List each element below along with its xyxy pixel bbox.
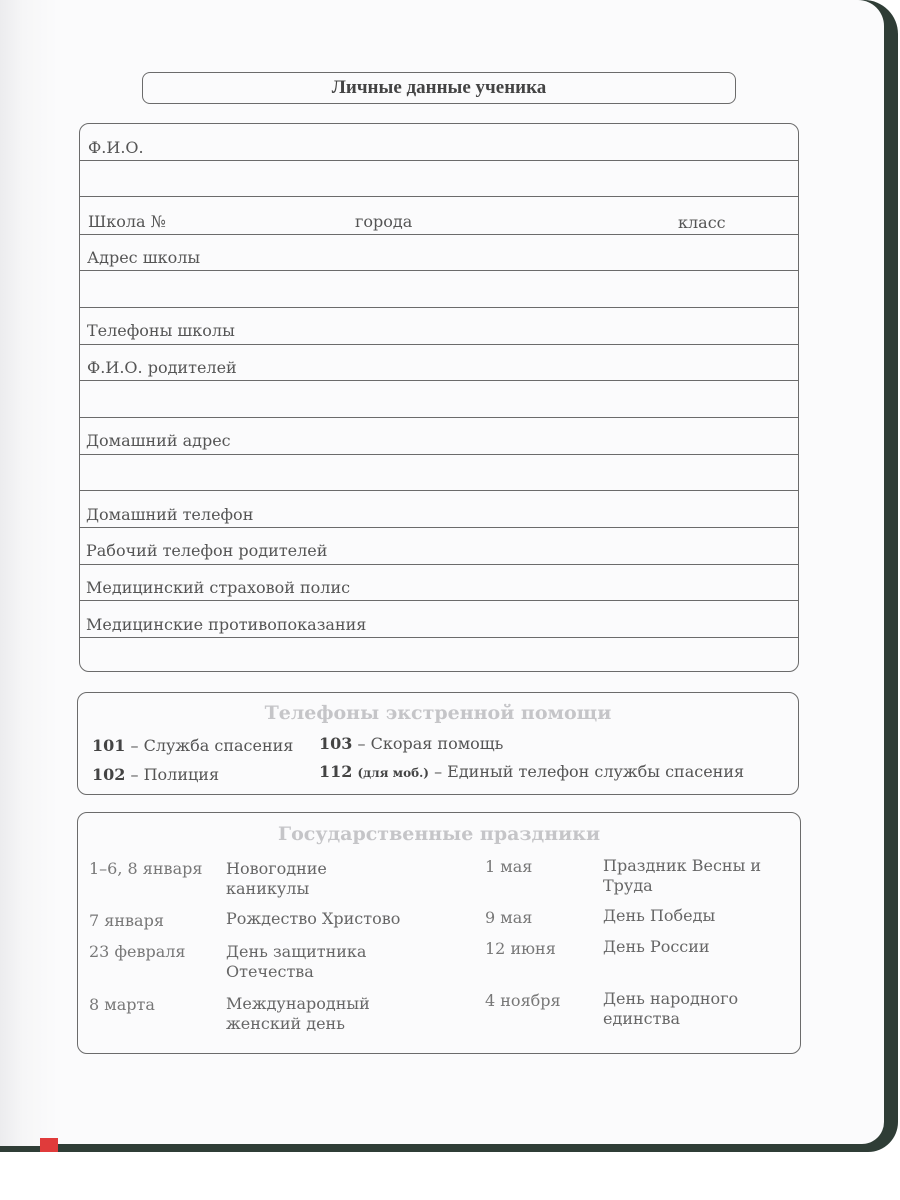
emergency-number: 102: [92, 765, 126, 784]
form-line: [80, 600, 798, 601]
label-class: класс: [678, 213, 726, 232]
form-line: [80, 196, 798, 197]
holiday-name: Праздник Весны и Труда: [603, 856, 762, 895]
holiday-name: День защитника Отечества: [226, 942, 367, 981]
emergency-title: Телефоны экстренной помощи: [264, 702, 612, 724]
label-school-phones: Телефоны школы: [87, 321, 235, 340]
holiday-name: Рождество Христово: [226, 909, 401, 928]
label-parents-fio: Ф.И.О. родителей: [87, 358, 237, 377]
form-line: [80, 270, 798, 271]
emergency-label: – Полиция: [130, 765, 220, 784]
emergency-note: (для моб.): [357, 766, 429, 780]
emergency-item: [319, 734, 503, 753]
label-parents-work-phone: Рабочий телефон родителей: [86, 541, 328, 560]
label-city: города: [355, 212, 413, 231]
holiday-date: 7 января: [89, 911, 164, 930]
holiday-date: 1 мая: [485, 857, 533, 876]
label-contraindications: Медицинские противопоказания: [86, 615, 367, 634]
label-home-phone: Домашний телефон: [86, 505, 254, 524]
personal-data-form: [79, 123, 799, 672]
label-school-address: Адрес школы: [87, 248, 201, 267]
holiday-name: День России: [603, 937, 710, 956]
form-line: [80, 344, 798, 345]
ribbon-bookmark: [40, 1138, 58, 1152]
emergency-label: – Скорая помощь: [357, 734, 504, 753]
page-fold: [0, 0, 58, 1146]
form-line: [80, 454, 798, 455]
form-line: [80, 234, 798, 235]
holiday-name: Международный женский день: [226, 994, 370, 1033]
form-line: [80, 380, 798, 381]
holiday-date: 8 марта: [89, 995, 155, 1014]
emergency-phones-box: [77, 692, 799, 795]
holidays-title: Государственные праздники: [277, 823, 601, 845]
holiday-name: Новогодние каникулы: [226, 859, 327, 898]
emergency-item: [319, 762, 744, 781]
holiday-date: 1–6, 8 января: [89, 859, 203, 878]
emergency-number: 103: [319, 734, 353, 753]
form-line: [80, 160, 798, 161]
holiday-date: 4 ноября: [485, 991, 561, 1010]
form-line: [80, 490, 798, 491]
form-line: [80, 417, 798, 418]
holiday-date: 12 июня: [485, 939, 556, 958]
emergency-label: – Единый телефон службы спасения: [434, 762, 745, 781]
emergency-number: 112: [319, 762, 353, 781]
emergency-item: [92, 736, 293, 755]
label-insurance-policy: Медицинский страховой полис: [86, 578, 351, 597]
form-line: [80, 564, 798, 565]
holiday-date: 23 февраля: [89, 942, 186, 961]
emergency-number: 101: [92, 736, 126, 755]
label-fio: Ф.И.О.: [88, 138, 144, 157]
form-line: [80, 637, 798, 638]
emergency-label: – Служба спасения: [130, 736, 294, 755]
holiday-date: 9 мая: [485, 908, 533, 927]
label-home-address: Домашний адрес: [86, 431, 231, 450]
page-title: Личные данные ученика: [142, 72, 736, 104]
holidays-box: [77, 812, 801, 1054]
form-line: [80, 307, 798, 308]
label-school-no: Школа №: [88, 212, 166, 231]
holiday-name: День народного единства: [603, 989, 739, 1028]
form-line: [80, 527, 798, 528]
emergency-item: [92, 765, 219, 784]
holiday-name: День Победы: [603, 906, 716, 925]
